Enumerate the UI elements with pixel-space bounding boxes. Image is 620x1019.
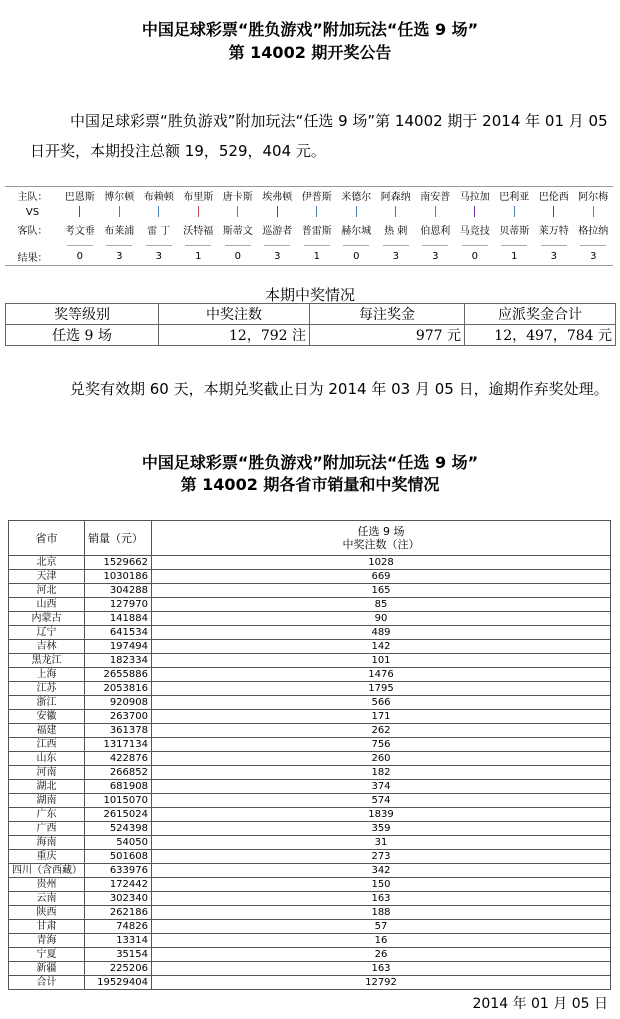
header-sales: 销量（元）	[85, 521, 152, 556]
sales-cell: 141884	[85, 612, 152, 626]
away-row-label: 客队：	[17, 226, 48, 237]
sales-cell: 2053816	[85, 682, 152, 696]
table-row	[9, 850, 611, 864]
table-row	[9, 934, 611, 948]
table-row	[9, 962, 611, 976]
sales-cell: 681908	[85, 780, 152, 794]
table-row	[9, 948, 611, 962]
province-cell: 黑龙江	[9, 654, 85, 668]
vs-bar	[435, 206, 436, 217]
vs-row-label: VS	[25, 207, 40, 218]
prize-count: 12，792 注	[159, 325, 310, 346]
vs-bar	[553, 206, 554, 217]
table-row	[9, 808, 611, 822]
table-row	[9, 878, 611, 892]
home-team: 南安普	[420, 192, 451, 203]
province-cell: 江苏	[9, 682, 85, 696]
vs-bar	[237, 206, 238, 217]
header-winners-line1: 任选 9 场	[357, 525, 405, 538]
vs-marker	[258, 206, 298, 220]
prize-level: 任选 9 场	[6, 325, 159, 346]
sales-cell: 2655886	[85, 668, 152, 682]
header-count: 中奖注数	[159, 304, 310, 325]
winners-cell: 163	[152, 962, 611, 976]
sales-cell: 262186	[85, 906, 152, 920]
home-team: 巴利亚	[499, 192, 530, 203]
sales-cell: 1317134	[85, 738, 152, 752]
away-team: 赫尔城	[341, 226, 372, 237]
province-cell: 新疆	[9, 962, 85, 976]
announcement-title: 中国足球彩票“胜负游戏”附加玩法“任选 9 场”	[141, 20, 479, 39]
table-row	[9, 668, 611, 682]
sales-cell: 74826	[85, 920, 152, 934]
province-cell: 甘肃	[9, 920, 85, 934]
home-team: 布里斯	[183, 192, 214, 203]
table-row	[9, 822, 611, 836]
winners-cell: 182	[152, 766, 611, 780]
prize-table	[5, 303, 616, 346]
winners-cell: 171	[152, 710, 611, 724]
province-cell: 贵州	[9, 878, 85, 892]
sales-cell: 172442	[85, 878, 152, 892]
winners-cell: 359	[152, 822, 611, 836]
vs-marker	[455, 206, 495, 220]
vs-bar	[593, 206, 594, 217]
prize-title: 本期中奖情况	[264, 286, 355, 304]
province-cell: 广东	[9, 808, 85, 822]
province-cell: 河北	[9, 584, 85, 598]
winners-cell: 262	[152, 724, 611, 738]
vs-bar	[119, 206, 120, 217]
header-winners-line2: 中奖注数（注）	[342, 538, 420, 551]
winners-cell: 142	[152, 640, 611, 654]
province-cell: 云南	[9, 892, 85, 906]
winners-cell: 165	[152, 584, 611, 598]
winners-cell: 16	[152, 934, 611, 948]
vs-marker	[60, 206, 100, 220]
away-team: 雷 丁	[147, 226, 171, 237]
table-row	[9, 570, 611, 584]
away-team: 伯恩利	[420, 226, 451, 237]
match-result: 0	[353, 251, 360, 262]
province-cell: 湖北	[9, 780, 85, 794]
prize-total: 12，497，784 元	[465, 325, 616, 346]
home-team: 伊普斯	[301, 192, 332, 203]
table-row	[9, 976, 611, 990]
home-team: 阿尔梅	[578, 192, 609, 203]
table-row	[9, 752, 611, 766]
sales-cell: 304288	[85, 584, 152, 598]
winners-cell: 57	[152, 920, 611, 934]
divider	[146, 245, 172, 246]
table-row	[9, 920, 611, 934]
sales-cell: 1015070	[85, 794, 152, 808]
divider	[580, 245, 606, 246]
sales-title: 中国足球彩票“胜负游戏”附加玩法“任选 9 场”	[141, 453, 479, 472]
vs-marker	[337, 206, 377, 220]
match-result: 3	[155, 251, 162, 262]
match-result: 0	[76, 251, 83, 262]
vs-bar	[514, 206, 515, 217]
away-team: 马竞技	[459, 226, 490, 237]
sales-cell: 127970	[85, 598, 152, 612]
sales-cell: 1529662	[85, 556, 152, 570]
table-row	[9, 556, 611, 570]
match-result: 0	[471, 251, 478, 262]
vs-marker	[179, 206, 219, 220]
vs-marker	[218, 206, 258, 220]
province-cell: 吉林	[9, 640, 85, 654]
province-cell: 陕西	[9, 906, 85, 920]
away-team: 贝蒂斯	[499, 226, 530, 237]
sales-cell: 266852	[85, 766, 152, 780]
divider	[304, 245, 330, 246]
winners-cell: 85	[152, 598, 611, 612]
match-result: 3	[550, 251, 557, 262]
away-team: 斯蒂文	[222, 226, 253, 237]
table-row	[9, 584, 611, 598]
table-row	[9, 696, 611, 710]
vs-bar	[395, 206, 396, 217]
table-row	[9, 766, 611, 780]
vs-bar	[474, 206, 475, 217]
table-row	[9, 906, 611, 920]
province-cell: 青海	[9, 934, 85, 948]
province-cell: 河南	[9, 766, 85, 780]
sales-subtitle: 第 14002 期各省市销量和中奖情况	[180, 475, 440, 494]
sales-cell: 920908	[85, 696, 152, 710]
divider	[185, 245, 211, 246]
winners-cell: 669	[152, 570, 611, 584]
home-row-label: 主队：	[17, 192, 48, 203]
sales-cell: 19529404	[85, 976, 152, 990]
match-result: 1	[511, 251, 518, 262]
province-table	[8, 520, 611, 990]
province-cell: 浙江	[9, 696, 85, 710]
prize-header-row	[6, 304, 616, 325]
winners-cell: 566	[152, 696, 611, 710]
home-row	[5, 187, 613, 204]
table-row	[9, 626, 611, 640]
province-cell: 北京	[9, 556, 85, 570]
match-table	[5, 186, 613, 266]
winners-cell: 90	[152, 612, 611, 626]
vs-row	[5, 204, 613, 221]
vs-bar	[277, 206, 278, 217]
away-team: 格拉纳	[578, 226, 609, 237]
vs-marker	[416, 206, 456, 220]
winners-cell: 26	[152, 948, 611, 962]
sales-cell: 524398	[85, 822, 152, 836]
winners-cell: 1795	[152, 682, 611, 696]
province-cell: 安徽	[9, 710, 85, 724]
match-result: 3	[274, 251, 281, 262]
table-row	[9, 598, 611, 612]
away-team: 热 刺	[384, 226, 408, 237]
sales-cell: 263700	[85, 710, 152, 724]
divider	[264, 245, 290, 246]
match-result: 1	[195, 251, 202, 262]
result-row-label: 结果：	[17, 253, 48, 264]
province-cell: 广西	[9, 822, 85, 836]
sales-cell: 182334	[85, 654, 152, 668]
vs-marker	[139, 206, 179, 220]
divider	[67, 245, 93, 246]
away-team: 考文垂	[64, 226, 95, 237]
winners-cell: 260	[152, 752, 611, 766]
away-team: 布莱浦	[104, 226, 135, 237]
province-cell: 辽宁	[9, 626, 85, 640]
winners-cell: 31	[152, 836, 611, 850]
result-row	[5, 248, 613, 265]
sales-cell: 54050	[85, 836, 152, 850]
date: 2014 年 01 月 05 日	[472, 996, 608, 1012]
header-amount: 每注奖金	[310, 304, 465, 325]
prize-amount: 977 元	[310, 325, 465, 346]
sales-cell: 1030186	[85, 570, 152, 584]
home-team: 博尔顿	[104, 192, 135, 203]
home-team: 米德尔	[341, 192, 372, 203]
match-result: 0	[234, 251, 241, 262]
winners-cell: 1476	[152, 668, 611, 682]
away-team: 普雷斯	[301, 226, 332, 237]
sales-cell: 197494	[85, 640, 152, 654]
sales-cell: 302340	[85, 892, 152, 906]
header-level: 奖等级别	[6, 304, 159, 325]
table-row	[9, 724, 611, 738]
home-team: 马拉加	[459, 192, 490, 203]
away-row	[5, 221, 613, 238]
table-row	[9, 640, 611, 654]
divider	[383, 245, 409, 246]
header-winners	[152, 521, 611, 556]
sales-cell: 13314	[85, 934, 152, 948]
home-team: 唐卡斯	[222, 192, 253, 203]
divider	[501, 245, 527, 246]
sales-cell: 422876	[85, 752, 152, 766]
province-cell: 宁夏	[9, 948, 85, 962]
divider	[343, 245, 369, 246]
table-row	[9, 794, 611, 808]
province-cell: 上海	[9, 668, 85, 682]
away-team: 沃特福	[183, 226, 214, 237]
province-header-row	[9, 521, 611, 556]
winners-cell: 1839	[152, 808, 611, 822]
winners-cell: 374	[152, 780, 611, 794]
winners-cell: 574	[152, 794, 611, 808]
match-result: 3	[432, 251, 439, 262]
vs-bar	[198, 206, 199, 217]
winners-cell: 150	[152, 878, 611, 892]
vs-marker	[297, 206, 337, 220]
sales-cell: 501608	[85, 850, 152, 864]
divider	[541, 245, 567, 246]
home-team: 阿森纳	[380, 192, 411, 203]
sales-cell: 361378	[85, 724, 152, 738]
divider	[225, 245, 251, 246]
province-cell: 四川（含西藏）	[9, 864, 85, 878]
table-row	[9, 892, 611, 906]
vs-marker	[495, 206, 535, 220]
sales-cell: 225206	[85, 962, 152, 976]
winners-cell: 489	[152, 626, 611, 640]
winners-cell: 273	[152, 850, 611, 864]
announcement-subtitle: 第 14002 期开奖公告	[228, 43, 392, 62]
header-total: 应派奖金合计	[465, 304, 616, 325]
separator-row	[5, 238, 613, 248]
province-cell: 山西	[9, 598, 85, 612]
sales-cell: 35154	[85, 948, 152, 962]
vs-marker	[574, 206, 614, 220]
province-cell: 重庆	[9, 850, 85, 864]
winners-cell: 756	[152, 738, 611, 752]
sales-cell: 2615024	[85, 808, 152, 822]
table-row	[9, 710, 611, 724]
home-team: 埃弗顿	[262, 192, 293, 203]
divider	[462, 245, 488, 246]
winners-cell: 101	[152, 654, 611, 668]
province-cell: 山东	[9, 752, 85, 766]
divider	[422, 245, 448, 246]
table-row	[9, 682, 611, 696]
winners-cell: 1028	[152, 556, 611, 570]
match-result: 3	[116, 251, 123, 262]
winners-cell: 342	[152, 864, 611, 878]
home-team: 巴伦西	[538, 192, 569, 203]
vs-bar	[356, 206, 357, 217]
province-cell: 福建	[9, 724, 85, 738]
away-team: 巡游者	[262, 226, 293, 237]
intro-paragraph: 中国足球彩票“胜负游戏”附加玩法“任选 9 场”第 14002 期于 2014 年 01 月 05 日开奖，本期投注总额 19，529，404 元。	[30, 112, 608, 160]
vs-bar	[158, 206, 159, 217]
notice-paragraph: 兑奖有效期 60 天，本期兑奖截止日为 2014 年 03 月 05 日，逾期作弃奖处理。	[70, 380, 609, 398]
table-row	[9, 738, 611, 752]
match-result: 3	[590, 251, 597, 262]
table-row	[9, 654, 611, 668]
winners-cell: 188	[152, 906, 611, 920]
province-cell: 天津	[9, 570, 85, 584]
away-team: 莱万特	[538, 226, 569, 237]
sales-cell: 633976	[85, 864, 152, 878]
vs-marker	[534, 206, 574, 220]
vs-bar	[316, 206, 317, 217]
table-row	[9, 780, 611, 794]
table-row	[9, 836, 611, 850]
vs-bar	[79, 206, 80, 217]
prize-row	[6, 325, 616, 346]
vs-marker	[100, 206, 140, 220]
table-row	[9, 864, 611, 878]
vs-marker	[376, 206, 416, 220]
header-province: 省市	[9, 521, 85, 556]
winners-cell: 163	[152, 892, 611, 906]
province-cell: 内蒙古	[9, 612, 85, 626]
province-cell: 江西	[9, 738, 85, 752]
winners-cell: 12792	[152, 976, 611, 990]
match-result: 1	[313, 251, 320, 262]
divider	[106, 245, 132, 246]
home-team: 巴恩斯	[64, 192, 95, 203]
match-result: 3	[392, 251, 399, 262]
home-team: 布赖顿	[143, 192, 174, 203]
table-row	[9, 612, 611, 626]
province-cell: 海南	[9, 836, 85, 850]
sales-cell: 641534	[85, 626, 152, 640]
province-cell: 湖南	[9, 794, 85, 808]
province-cell: 合计	[9, 976, 85, 990]
